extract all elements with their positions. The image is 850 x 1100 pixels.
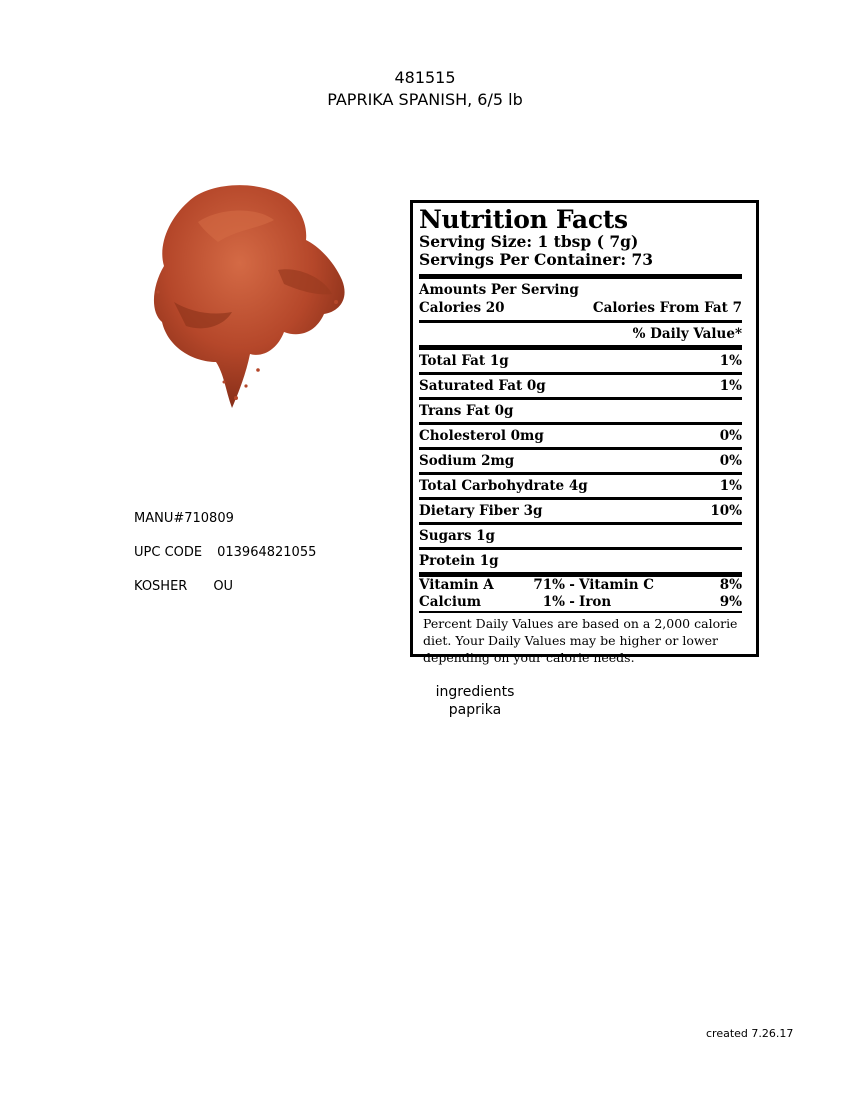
servings-per-container: Servings Per Container: 73 (419, 250, 654, 269)
calories-from-fat: Calories From Fat 7 (592, 300, 742, 316)
calories-row (419, 299, 742, 320)
manufacturer-number: MANU#710809 (134, 511, 234, 526)
nutrient-row-cholesterol: Cholesterol 0mg 0% (419, 428, 742, 444)
ingredients-block (420, 683, 530, 719)
nutrient-row-protein: Protein 1g (419, 553, 499, 569)
page-header (0, 67, 850, 111)
daily-value-header: % Daily Value* (632, 326, 742, 342)
amounts-per-serving: Amounts Per Serving (419, 282, 579, 298)
product-code: 481515 (394, 68, 456, 87)
nutrient-row-sugars: Sugars 1g (419, 528, 495, 544)
serving-size: Serving Size: 1 tbsp ( 7g) (419, 232, 639, 251)
kosher-info (134, 579, 233, 594)
ingredients-label: ingredients (435, 684, 515, 700)
vitamin-row-2: Calcium 1% - Iron 9% (419, 594, 742, 610)
nutrient-row-total-carbohydrate: Total Carbohydrate 4g 1% (419, 478, 742, 494)
product-title: PAPRIKA SPANISH, 6/5 lb (327, 90, 523, 109)
kosher-label: KOSHER (134, 579, 188, 594)
upc-label: UPC CODE (134, 545, 203, 560)
upc-value: 013964821055 (217, 545, 317, 560)
nutrient-row-saturated-fat: Saturated Fat 0g 1% (419, 378, 742, 394)
daily-value-footnote: Percent Daily Values are based on a 2,000 calorie diet. Your Daily Values may be higher or lower depending on your calorie needs. (423, 616, 738, 665)
upc-code (134, 545, 316, 560)
calories: Calories 20 (419, 300, 505, 316)
vitamin-row-1: Vitamin A 71% - Vitamin C 8% (419, 577, 742, 593)
nutrition-title: Nutrition Facts (419, 205, 628, 234)
ingredients-value: paprika (448, 702, 502, 718)
created-date: created 7.26.17 (706, 1027, 794, 1040)
nutrient-row-dietary-fiber: Dietary Fiber 3g 10% (419, 503, 742, 519)
paprika-powder-image (128, 162, 368, 418)
nutrient-row-total-fat: Total Fat 1g 1% (419, 353, 742, 369)
nutrient-row-trans-fat: Trans Fat 0g (419, 403, 514, 419)
nutrient-row-sodium: Sodium 2mg 0% (419, 453, 742, 469)
nutrition-facts-panel (410, 200, 759, 665)
kosher-value: OU (213, 579, 234, 594)
